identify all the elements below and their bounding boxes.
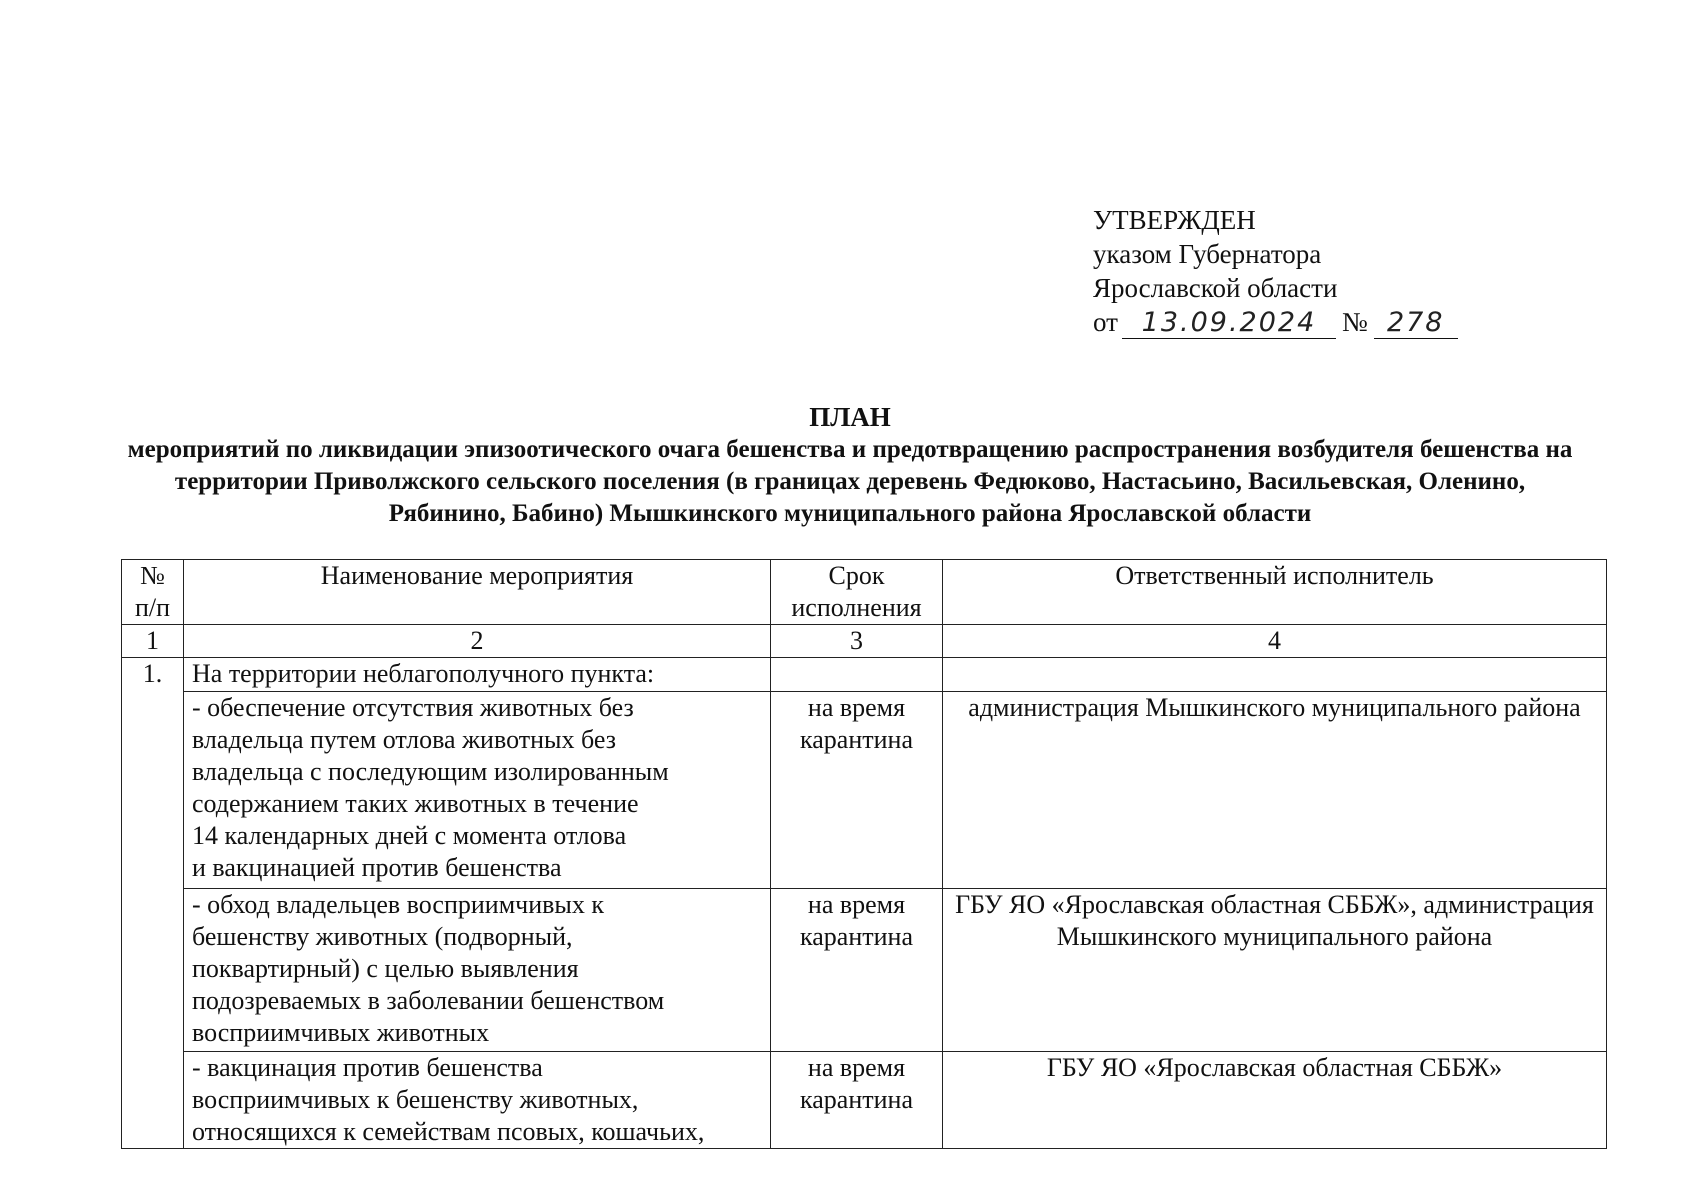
row-3-deadline: на время карантина [771, 1052, 943, 1149]
approval-status: УТВЕРЖДЕН [1093, 205, 1256, 235]
column-number-2: 2 [184, 625, 771, 658]
header-name: Наименование мероприятия [184, 560, 771, 625]
approval-region-line: Ярославской области [1093, 273, 1338, 303]
section-deadline-empty [771, 658, 943, 692]
section-responsible-empty [943, 658, 1607, 692]
document-title-block [120, 400, 1580, 530]
approval-date-number-line [1093, 305, 1458, 339]
row-1-name: - обеспечение отсутствия животных без владельца путем отлова животных без владельца с последующим изолированным содержанием таких животных в течение 14 календарных дней с момента отлова и вакцинацией против бешенства [184, 692, 771, 889]
row-1-responsible: администрация Мышкинского муниципального района [943, 692, 1607, 889]
document-title: ПЛАН [809, 402, 891, 432]
approval-from-prefix: от [1093, 307, 1118, 337]
header-num: № п/п [122, 560, 184, 625]
row-1-deadline: на время карантина [771, 692, 943, 889]
plan-table [121, 559, 1607, 1149]
row-3-responsible: ГБУ ЯО «Ярославская областная СББЖ» [943, 1052, 1607, 1149]
column-number-1: 1 [122, 625, 184, 658]
document-subtitle: мероприятий по ликвидации эпизоотического очага бешенства и предотвращению распространения возбудителя бешенства на территории Приволжского сельского поселения (в границах деревень Федюково, Настасьино, Васильевская, Оленино, Рябинино, Бабино) Мышкинского муниципального района Ярославской области [127, 436, 1573, 527]
column-number-row [122, 625, 1607, 658]
table-header-row [122, 560, 1607, 625]
row-2-responsible: ГБУ ЯО «Ярославская областная СББЖ», администрация Мышкинского муниципального района [943, 889, 1607, 1052]
table-row [122, 889, 1607, 1052]
approval-number-handwritten: 278 [1374, 308, 1458, 339]
column-number-4: 4 [943, 625, 1607, 658]
approval-block [1093, 203, 1458, 339]
header-responsible: Ответственный исполнитель [943, 560, 1607, 625]
section-title: На территории неблагополучного пункта: [184, 658, 771, 692]
column-number-3: 3 [771, 625, 943, 658]
section-number: 1. [122, 658, 184, 1149]
table-row [122, 658, 1607, 692]
table-row [122, 692, 1607, 889]
approval-decree-line: указом Губернатора [1093, 239, 1322, 269]
row-2-deadline: на время карантина [771, 889, 943, 1052]
header-deadline: Срок исполнения [771, 560, 943, 625]
approval-number-sign: № [1341, 307, 1368, 337]
table-row [122, 1052, 1607, 1149]
approval-date-handwritten: 13.09.2024 [1122, 308, 1336, 339]
row-3-name: - вакцинация против бешенства восприимчивых к бешенству животных, относящихся к семействам псовых, кошачьих, [184, 1052, 771, 1149]
row-2-name: - обход владельцев восприимчивых к бешенству животных (подворный, поквартирный) с целью выявления подозреваемых в заболевании бешенством восприимчивых животных [184, 889, 771, 1052]
